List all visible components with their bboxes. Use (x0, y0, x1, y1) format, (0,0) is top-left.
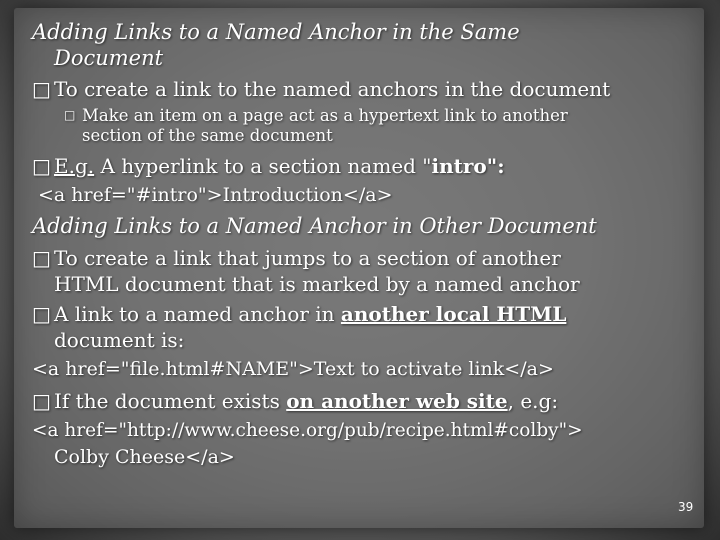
bullet-icon: □ (32, 77, 51, 101)
bullet-text: If the document exists (54, 389, 287, 413)
bullet-jump-section-l2: HTML document that is marked by a named anchor (54, 272, 580, 296)
heading-same-document-l2: Document (54, 46, 164, 70)
bullet-local-html-l2: document is: (54, 328, 185, 352)
web-site-emphasis: on another web site (286, 389, 508, 413)
subbullet-text: Make an item on a page act as a hypertext link to another (82, 106, 568, 125)
bullet-web-site (32, 389, 558, 413)
bullet-jump-section (32, 246, 561, 270)
code-remote-link-l1: <a href="http://www.cheese.org/pub/recipe.html#colby"> (32, 420, 583, 441)
example-text: A hyperlink to a section named " (94, 154, 432, 178)
bullet-create-link (32, 77, 610, 101)
bullet-text-suffix: , e.g: (507, 389, 559, 413)
heading-same-document-l1: Adding Links to a Named Anchor in the Same (32, 20, 520, 44)
heading-other-document: Adding Links to a Named Anchor in Other Document (32, 214, 597, 238)
bullet-text: To create a link that jumps to a section of another (54, 246, 561, 270)
bullet-example (32, 154, 505, 178)
bullet-icon: □ (32, 389, 51, 413)
bullet-text: To create a link to the named anchors in the document (54, 77, 611, 101)
bullet-icon: □ (64, 108, 76, 122)
example-prefix: E.g. (54, 154, 95, 178)
local-html-emphasis: another local HTML (340, 302, 567, 326)
bullet-icon: □ (32, 154, 51, 178)
subbullet-hypertext-item (64, 106, 568, 125)
example-anchor-name: intro": (431, 154, 505, 178)
code-file-link: <a href="file.html#NAME">Text to activate link</a> (32, 358, 554, 380)
page-number: 39 (678, 500, 694, 514)
code-remote-link-l2: Colby Cheese</a> (54, 446, 235, 468)
bullet-local-html (32, 302, 566, 326)
subbullet-hypertext-item-l2: section of the same document (82, 126, 333, 145)
bullet-icon: □ (32, 302, 51, 326)
code-intro-link: <a href="#intro">Introduction</a> (38, 184, 393, 206)
bullet-icon: □ (32, 246, 51, 270)
bullet-text: A link to a named anchor in (54, 302, 341, 326)
